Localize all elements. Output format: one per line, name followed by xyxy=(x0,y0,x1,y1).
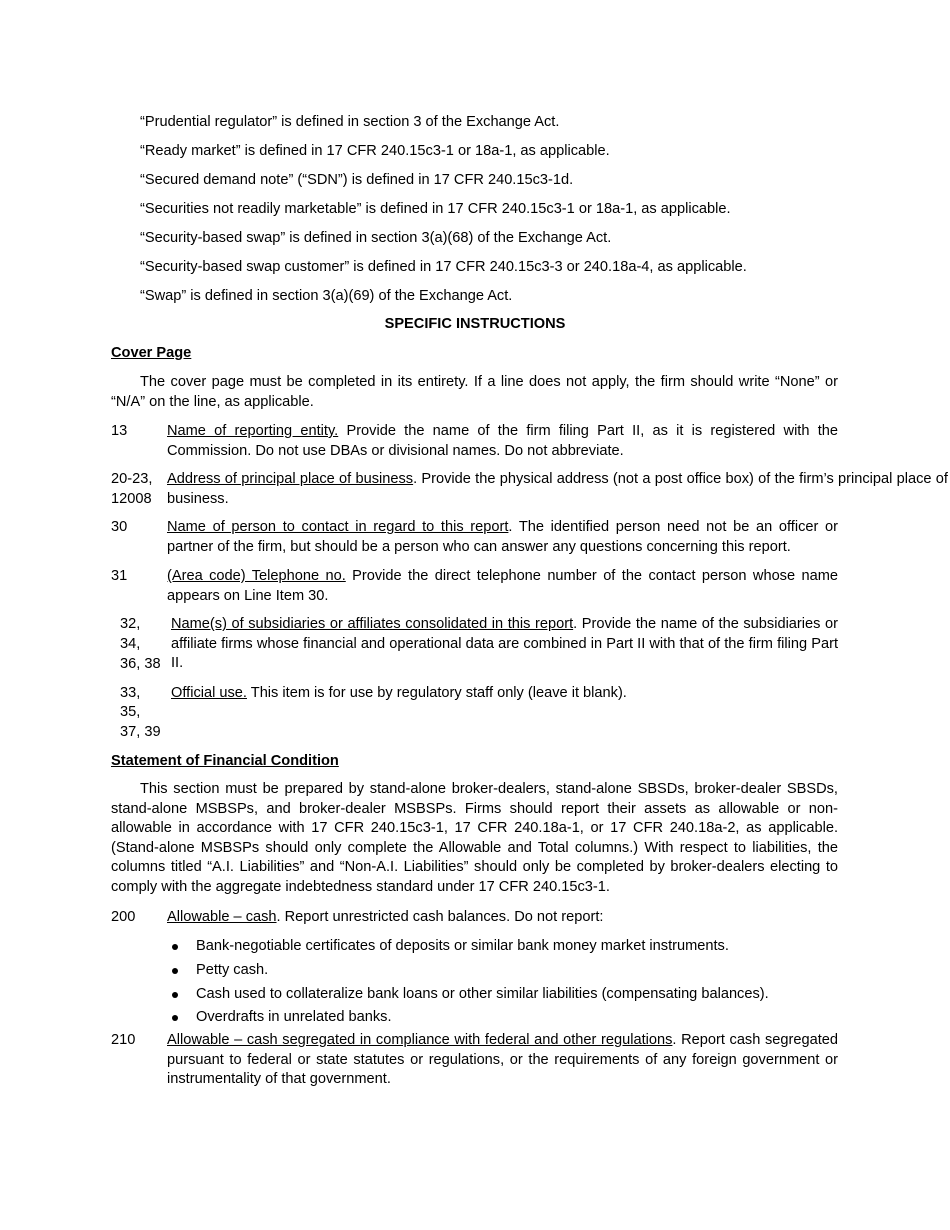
item-body: . Provide the name of the subsidiaries or affiliate firms whose financial and operational data are combined in Part II with that of the firm filing Part II. xyxy=(171,616,838,671)
bullet-icon xyxy=(172,992,178,998)
item-title: Official use. xyxy=(171,685,247,701)
definition-secured-demand-note: “Secured demand note” (“SDN”) is defined in 17 CFR 240.15c3-1d. xyxy=(140,172,574,188)
definition-ready-market: “Ready market” is defined in 17 CFR 240.15c3-1 or 18a-1, as applicable. xyxy=(140,143,610,159)
item-number: 210 xyxy=(111,1032,136,1048)
item-number: 12008 xyxy=(111,491,152,507)
item-body: . The identified person need not be an officer or partner of the firm, but should be a person who can answer any questions concerning this report. xyxy=(167,519,838,555)
item-body: . Provide the physical address (not a post office box) of the firm’s principal place of business. xyxy=(167,471,948,507)
item-title: Name of person to contact in regard to this report xyxy=(167,519,509,535)
item-number: 31 xyxy=(111,568,128,584)
item-number: 34, xyxy=(120,636,141,652)
definition-securities-not-readily-marketable: “Securities not readily marketable” is defined in 17 CFR 240.15c3-1 or 18a-1, as applicable. xyxy=(140,201,731,217)
item-body: Provide the direct telephone number of the contact person whose name appears on Line Item 30. xyxy=(167,568,838,604)
bullet-icon xyxy=(172,968,178,974)
item-number: 13 xyxy=(111,423,128,439)
bullet-icon xyxy=(172,1015,178,1021)
bullet-icon xyxy=(172,944,178,950)
specific-instructions-heading: SPECIFIC INSTRUCTIONS xyxy=(384,316,566,332)
definition-security-based-swap: “Security-based swap” is defined in section 3(a)(68) of the Exchange Act. xyxy=(140,230,612,246)
item-body: . Report cash segregated pursuant to federal or state statutes or regulations, or the requirements of any foreign government or instrumentality of that government. xyxy=(167,1032,838,1087)
bullet-item: Bank-negotiable certificates of deposits or similar bank money market instruments. xyxy=(196,938,729,954)
item-body: . Report unrestricted cash balances. Do not report: xyxy=(276,909,604,925)
financial-condition-intro: This section must be prepared by stand-alone broker-dealers, stand-alone SBSDs, broker-dealer SBSDs, stand-alone MSBSPs, and broker-dealer MSBSPs. Firms should report their assets as allowable or non-allowable in accordance with 17 CFR 240.15c3-1, 17 CFR 240.18a-1, or 17 CFR 240.18a-2, as applicable. (Stand-alone MSBSPs should only complete the Allowable and Total columns.) With respect to liabilities, the columns titled “A.I. Liabilities” and “Non-A.I. Liabilities” should only be completed by broker-dealers electing to comply with the aggregate indebtedness standard under 17 CFR 240.15c3-1. xyxy=(111,781,838,895)
item-number: 37, 39 xyxy=(120,724,161,740)
definition-swap: “Swap” is defined in section 3(a)(69) of the Exchange Act. xyxy=(140,288,513,304)
item-20-23-text xyxy=(167,470,948,509)
item-number: 35, xyxy=(120,704,141,720)
item-title: (Area code) Telephone no. xyxy=(167,568,346,584)
item-title: Name(s) of subsidiaries or affiliates consolidated in this report xyxy=(171,616,574,632)
cover-page-intro: The cover page must be completed in its entirety. If a line does not apply, the firm should write “None” or “N/A” on the line, as applicable. xyxy=(111,374,838,410)
item-title: Name of reporting entity. xyxy=(167,423,339,439)
item-33-text xyxy=(171,684,627,704)
cover-page-heading: Cover Page xyxy=(111,345,192,361)
item-30-text xyxy=(167,518,838,557)
item-title: Address of principal place of business xyxy=(167,471,414,487)
bullet-item: Cash used to collateralize bank loans or other similar liabilities (compensating balances). xyxy=(196,986,769,1002)
item-number: 20-23, xyxy=(111,471,153,487)
item-body: Provide the name of the firm filing Part II, as it is registered with the Commission. Do not use DBAs or divisional names. Do not abbreviate. xyxy=(167,423,838,459)
item-31-text xyxy=(167,567,838,606)
bullet-item: Petty cash. xyxy=(196,962,269,978)
bullet-item: Overdrafts in unrelated banks. xyxy=(196,1009,392,1025)
item-number: 33, xyxy=(120,685,141,701)
item-210-text xyxy=(167,1031,838,1090)
financial-condition-heading: Statement of Financial Condition xyxy=(111,753,339,769)
definition-security-based-swap-customer: “Security-based swap customer” is defined in 17 CFR 240.15c3-3 or 240.18a-4, as applicable. xyxy=(140,259,747,275)
item-number: 32, xyxy=(120,616,141,632)
item-number: 30 xyxy=(111,519,128,535)
item-number: 36, 38 xyxy=(120,656,161,672)
definition-prudential-regulator: “Prudential regulator” is defined in section 3 of the Exchange Act. xyxy=(140,114,560,130)
item-title: Allowable – cash xyxy=(167,909,277,925)
item-13-text xyxy=(167,422,838,461)
item-200-text xyxy=(167,908,603,928)
item-title: Allowable – cash segregated in compliance with federal and other regulations xyxy=(167,1032,673,1048)
item-32-text xyxy=(171,615,838,674)
item-number: 200 xyxy=(111,909,136,925)
item-body: This item is for use by regulatory staff only (leave it blank). xyxy=(246,685,627,701)
